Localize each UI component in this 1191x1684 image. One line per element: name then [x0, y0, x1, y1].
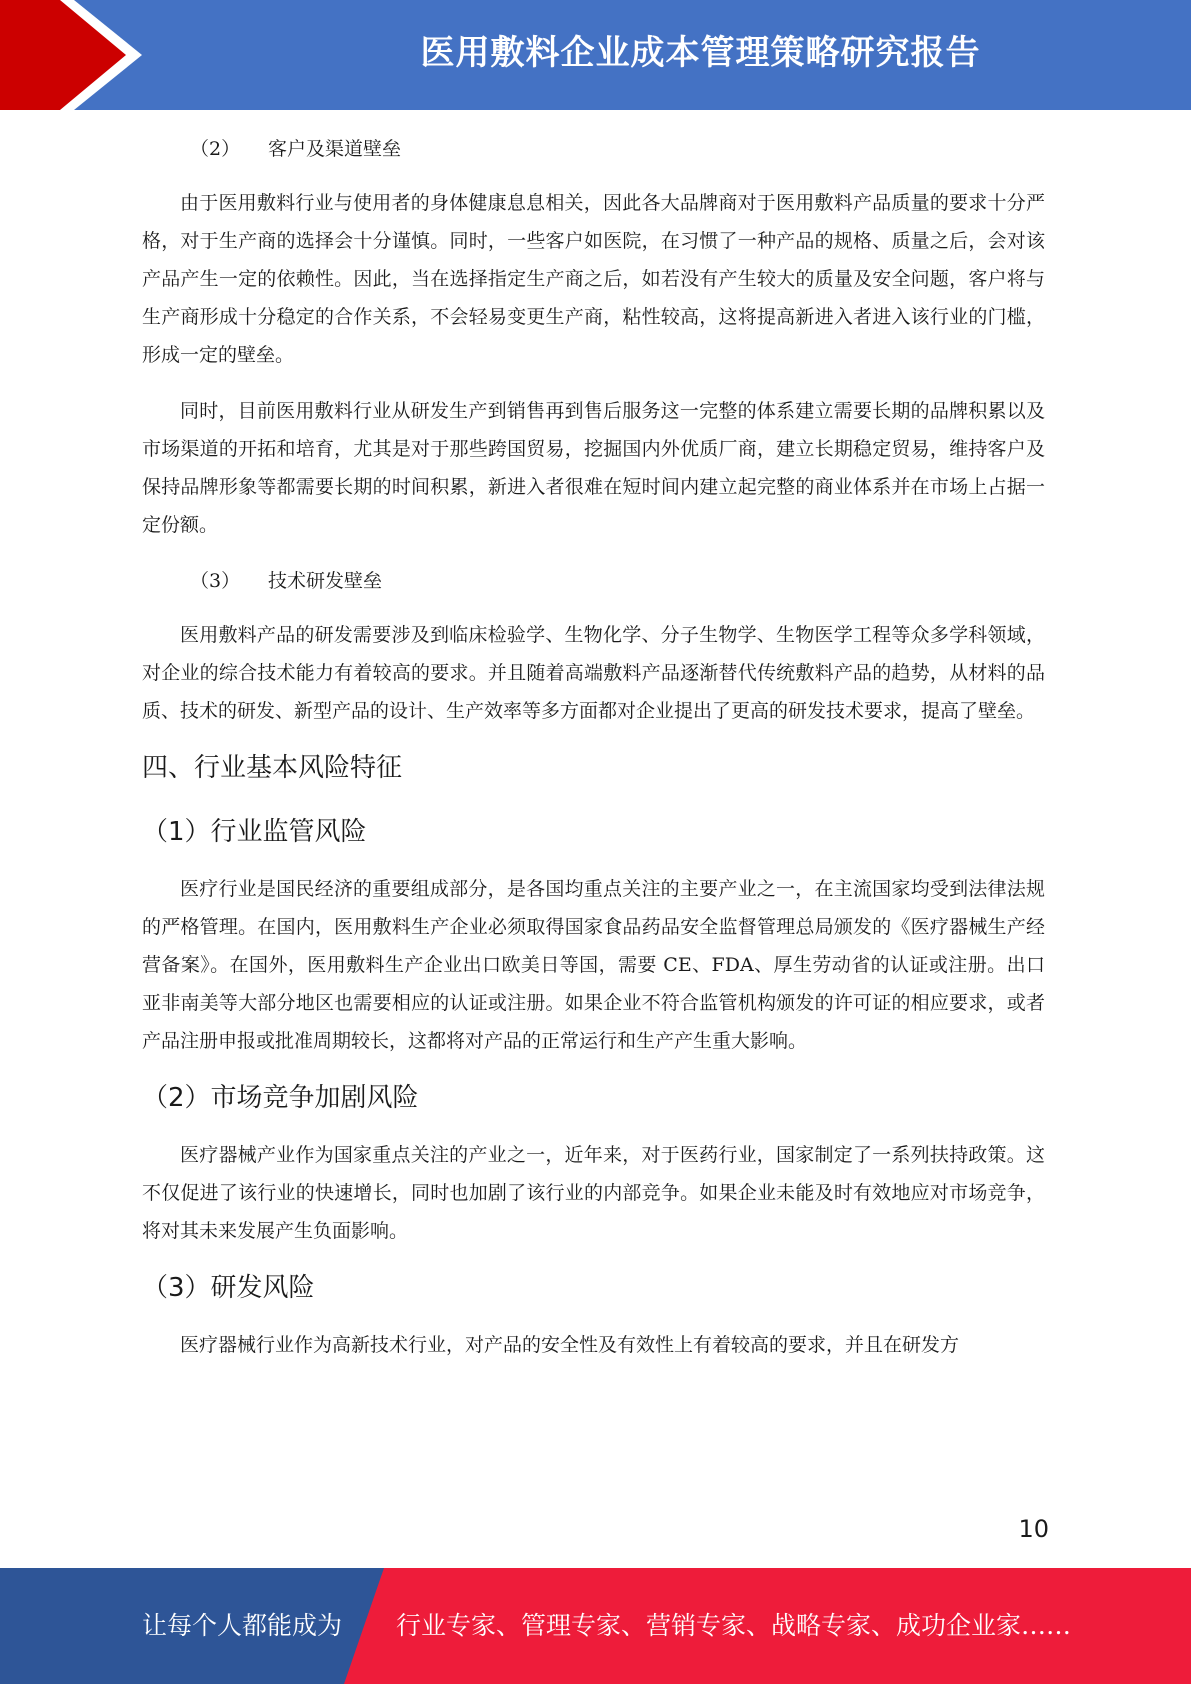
sub-heading-rd-risk: （3）研发风险 — [142, 1273, 315, 1303]
page-number: 10 — [1018, 1515, 1049, 1543]
item-number: （2） — [190, 138, 241, 160]
footer-slogan-right: 行业专家、管理专家、营销专家、战略专家、成功企业家…… — [396, 1611, 1072, 1640]
page-header — [0, 0, 1191, 110]
header-title: 医用敷料企业成本管理策略研究报告 — [420, 33, 981, 73]
item-number: （3） — [190, 570, 241, 592]
paragraph: 医用敷料产品的研发需要涉及到临床检验学、生物化学、分子生物学、生物医学工程等众多学科领域，对企业的综合技术能力有着较高的要求。并且随着高端敷料产品逐渐替代传统敷料产品的趋势，从材料的品质、技术的研发、新型产品的设计、生产效率等多方面都对企业提出了更高的研发技术要求，提高了壁垒。 — [142, 624, 1045, 722]
page-footer — [0, 1568, 1191, 1684]
sub-heading-competition-risk: （2）市场竞争加剧风险 — [142, 1083, 419, 1113]
paragraph: 由于医用敷料行业与使用者的身体健康息息相关，因此各大品牌商对于医用敷料产品质量的要求十分严格，对于生产商的选择会十分谨慎。同时，一些客户如医院，在习惯了一种产品的规格、质量之后，会对该产品产生一定的依赖性。因此，当在选择指定生产商之后，如若没有产生较大的质量及安全问题，客户将与生产商形成十分稳定的合作关系，不会轻易变更生产商，粘性较高，这将提高新进入者进入该行业的门槛，形成一定的壁垒。 — [142, 192, 1045, 366]
paragraph: 医疗行业是国民经济的重要组成部分，是各国均重点关注的主要产业之一，在主流国家均受到法律法规的严格管理。在国内，医用敷料生产企业必须取得国家食品药品安全监督管理总局颁发的《医疗器械生产经营备案》。在国外，医用敷料生产企业出口欧美日等国，需要 CE、FDA、厚生劳动省的认证或注册。出口亚非南美等大部分地区也需要相应的认证或注册。如果企业不符合监管机构颁发的许可证的相应要求，或者产品注册申报或批准周期较长，这都将对产品的正常运行和生产产生重大影响。 — [142, 878, 1045, 1052]
item-title: 客户及渠道壁垒 — [268, 138, 402, 160]
paragraph: 医疗器械产业作为国家重点关注的产业之一，近年来，对于医药行业，国家制定了一系列扶持政策。这不仅促进了该行业的快速增长，同时也加剧了该行业的内部竞争。如果企业未能及时有效地应对市场竞争，将对其未来发展产生负面影响。 — [142, 1144, 1045, 1242]
item-title: 技术研发壁垒 — [268, 570, 383, 592]
header-arrow-icon — [0, 0, 160, 110]
item-heading-customer-channel — [142, 130, 1045, 168]
paragraph: 同时，目前医用敷料行业从研发生产到销售再到售后服务这一完整的体系建立需要长期的品牌积累以及市场渠道的开拓和培育，尤其是对于那些跨国贸易，挖掘国内外优质厂商，建立长期稳定贸易，维持客户及保持品牌形象等都需要长期的时间积累，新进入者很难在短时间内建立起完整的商业体系并在市场上占据一定份额。 — [142, 400, 1045, 536]
footer-slogan-left: 让每个人都能成为 — [142, 1611, 343, 1640]
document-body — [142, 130, 1045, 1382]
sub-heading-regulatory-risk: （1）行业监管风险 — [142, 817, 367, 847]
paragraph: 医疗器械行业作为高新技术行业，对产品的安全性及有效性上有着较高的要求，并且在研发方 — [180, 1334, 960, 1356]
section-heading: 四、行业基本风险特征 — [142, 753, 403, 783]
item-heading-tech-rd — [142, 562, 1045, 600]
